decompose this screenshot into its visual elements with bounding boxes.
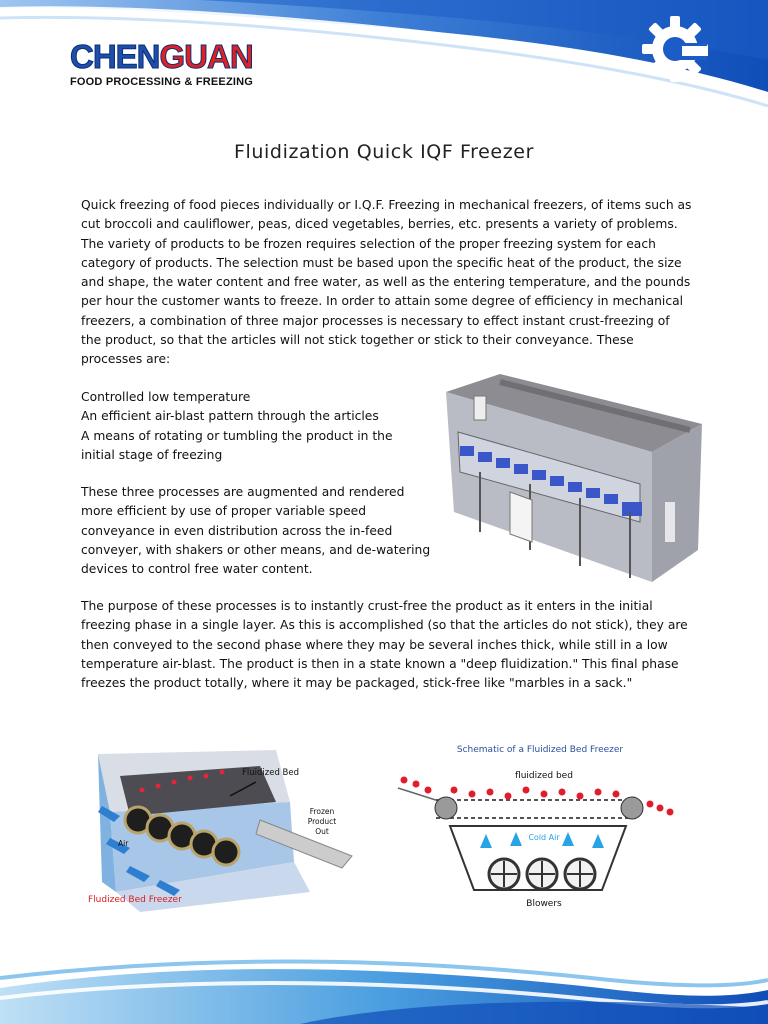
fluidized-bed-freezer-diagram [80, 742, 356, 916]
brand-name [70, 40, 253, 74]
intro-paragraph: Quick freezing of food pieces individually or I.Q.F. Freezing in mechanical freezers, of items such as cut broccoli and cauliflower, peas, diced vegetables, berries, etc. presents a variety of problems. The variety of products to be frozen requires selection of the proper freezing system for each category of products. The selection must be based upon the specific heat of the product, the size and shape, the water content and free water, as well as the entering temperature, and the pounds per hour the customer wants to freeze. In order to attain some degree of efficiency in mechanical freezers, a combination of three major processes is necessary to effect instant crust-freezing of the product, so that the articles will not stick together or stick to their conveyance. These processes are: [81, 198, 692, 367]
label-fluidized-bed: Fluidized Bed [242, 768, 300, 778]
brand-tagline: FOOD PROCESSING & FREEZING [70, 76, 254, 88]
brand-part-chen: CHEN [70, 38, 160, 75]
label-frozen-2: Product [307, 817, 337, 826]
process-item: Controlled low temperature [81, 390, 251, 404]
label-schematic-fluidized-bed: fluidized bed [515, 771, 573, 781]
label-frozen-1: Frozen [309, 807, 335, 816]
gear-icon [638, 12, 712, 86]
process-item: An efficient air-blast pattern through the articles [81, 409, 379, 424]
process-item: A means of rotating or tumbling the product in the [81, 428, 393, 443]
fluidized-bed-schematic [392, 738, 688, 914]
process-item: initial stage of freezing [81, 447, 223, 462]
augment-paragraph: These three processes are augmented and rendered more efficient by use of proper variable speed conveyance in even distribution across the in-feed conveyer, with shakers or other means, and de-watering devices to control free water content. [81, 485, 431, 577]
freezer-machine-image [440, 372, 702, 584]
brand-part-guan: GUAN [159, 38, 253, 75]
purpose-paragraph: The purpose of these processes is to instantly crust-free the product as it enters in the initial freezing phase in a single layer. As this is accomplished (so that the articles do not stick), they are then conveyed to the second phase where they may be several inches thick, while still in a low temperature air-blast. The product is then in a state known a "deep fluidization." This final phase freezes the product totally, where it may be packaged, stick-free like "marbles in a sack." [81, 599, 688, 691]
label-air: Air [118, 839, 129, 848]
process-list [81, 388, 437, 465]
diagram-caption: Fludized Bed Freezer [88, 895, 182, 905]
footer-wave-band [0, 928, 768, 1024]
schematic-title: Schematic of a Fluidized Bed Freezer [456, 745, 624, 755]
label-cold-air: Cold Air [528, 833, 560, 842]
label-blowers: Blowers [526, 899, 562, 909]
page-title: Fluidization Quick IQF Freezer [233, 140, 534, 163]
company-logo [70, 40, 253, 88]
label-frozen-3: Out [315, 827, 329, 836]
